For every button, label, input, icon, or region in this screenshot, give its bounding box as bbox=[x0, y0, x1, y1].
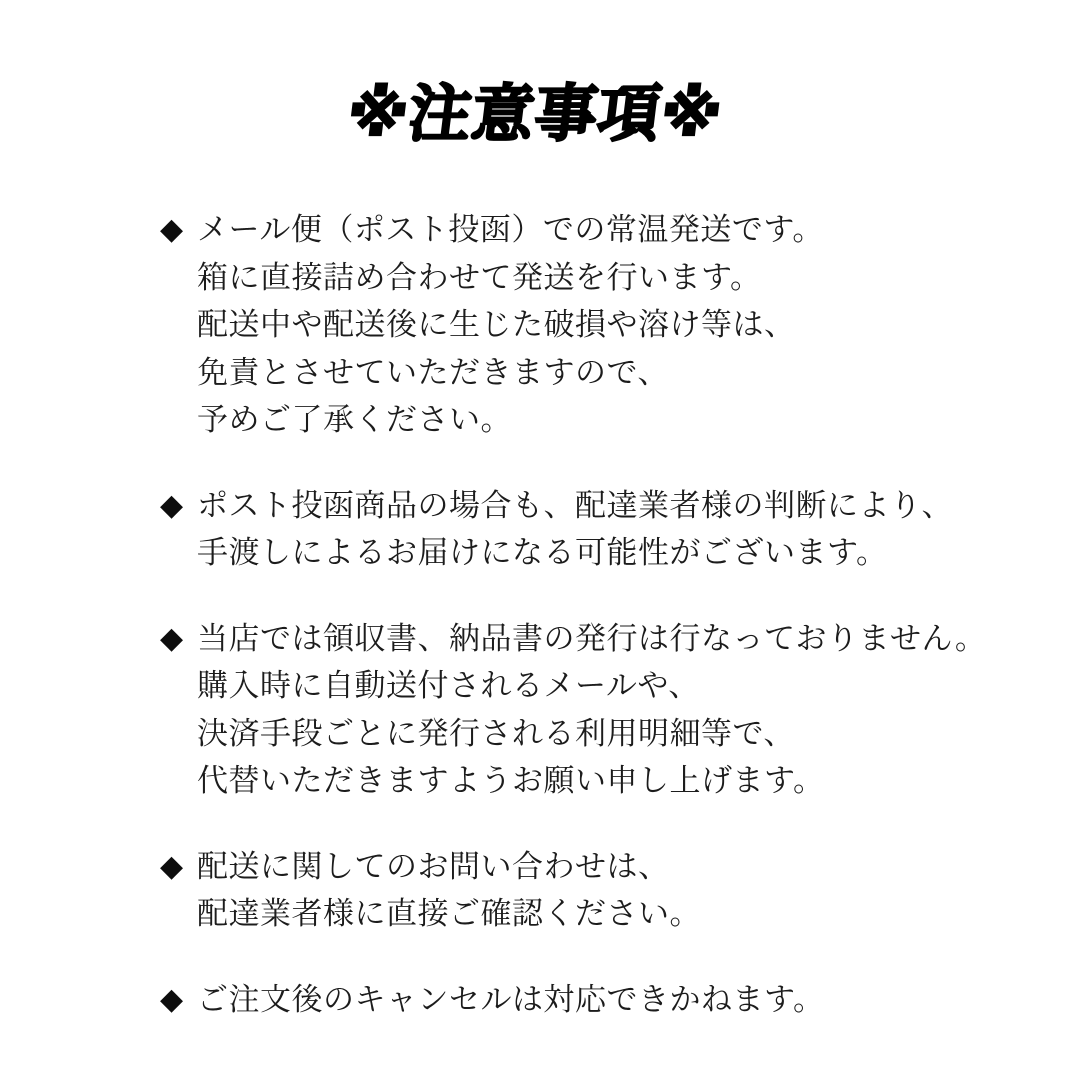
notice-item bbox=[160, 615, 987, 805]
notice-text bbox=[197, 615, 986, 805]
diamond-bullet-icon: ◆ bbox=[160, 848, 184, 884]
notice-line: 手渡しによるお届けになる可能性がございます。 bbox=[197, 535, 888, 570]
notice-line: 予めご了承ください。 bbox=[197, 402, 512, 437]
diamond-bullet-icon: ◆ bbox=[160, 620, 184, 656]
notice-line: 免責とさせていただきますので、 bbox=[197, 354, 669, 390]
notice-line: 配送中や配送後に生じた破損や溶け等は、 bbox=[197, 307, 796, 342]
notice-line: 配送に関してのお問い合わせは、 bbox=[197, 848, 670, 884]
notice-line: 決済手段ごとに発行される利用明細等で、 bbox=[197, 715, 795, 751]
notice-text bbox=[197, 843, 980, 938]
notice-text bbox=[197, 976, 980, 1024]
notice-text bbox=[197, 482, 980, 577]
notice-item bbox=[160, 482, 980, 577]
notice-item bbox=[160, 976, 980, 1024]
notice-list bbox=[0, 206, 1080, 1023]
notice-text bbox=[197, 206, 980, 444]
diamond-bullet-icon: ◆ bbox=[160, 981, 184, 1017]
notice-line: 当店では領収書、納品書の発行は行なっておりません。 bbox=[197, 620, 987, 656]
notice-line: 代替いただきますようお願い申し上げます。 bbox=[197, 763, 825, 798]
notice-item bbox=[160, 843, 980, 938]
page-title: ※注意事項※ bbox=[343, 77, 727, 150]
diamond-bullet-icon: ◆ bbox=[160, 487, 184, 523]
notice-line: 箱に直接詰め合わせて発送を行います。 bbox=[197, 259, 762, 295]
notice-line: 購入時に自動送付されるメールや、 bbox=[197, 668, 700, 703]
notice-line: 配達業者様に直接ご確認ください。 bbox=[197, 896, 701, 931]
notice-item bbox=[160, 206, 980, 444]
notice-line: ご注文後のキャンセルは対応できかねます。 bbox=[197, 981, 825, 1017]
notice-line: ポスト投函商品の場合も、配達業者様の判断により、 bbox=[197, 487, 953, 523]
notice-line: メール便（ポスト投函）での常温発送です。 bbox=[197, 212, 824, 247]
diamond-bullet-icon: ◆ bbox=[160, 212, 184, 247]
